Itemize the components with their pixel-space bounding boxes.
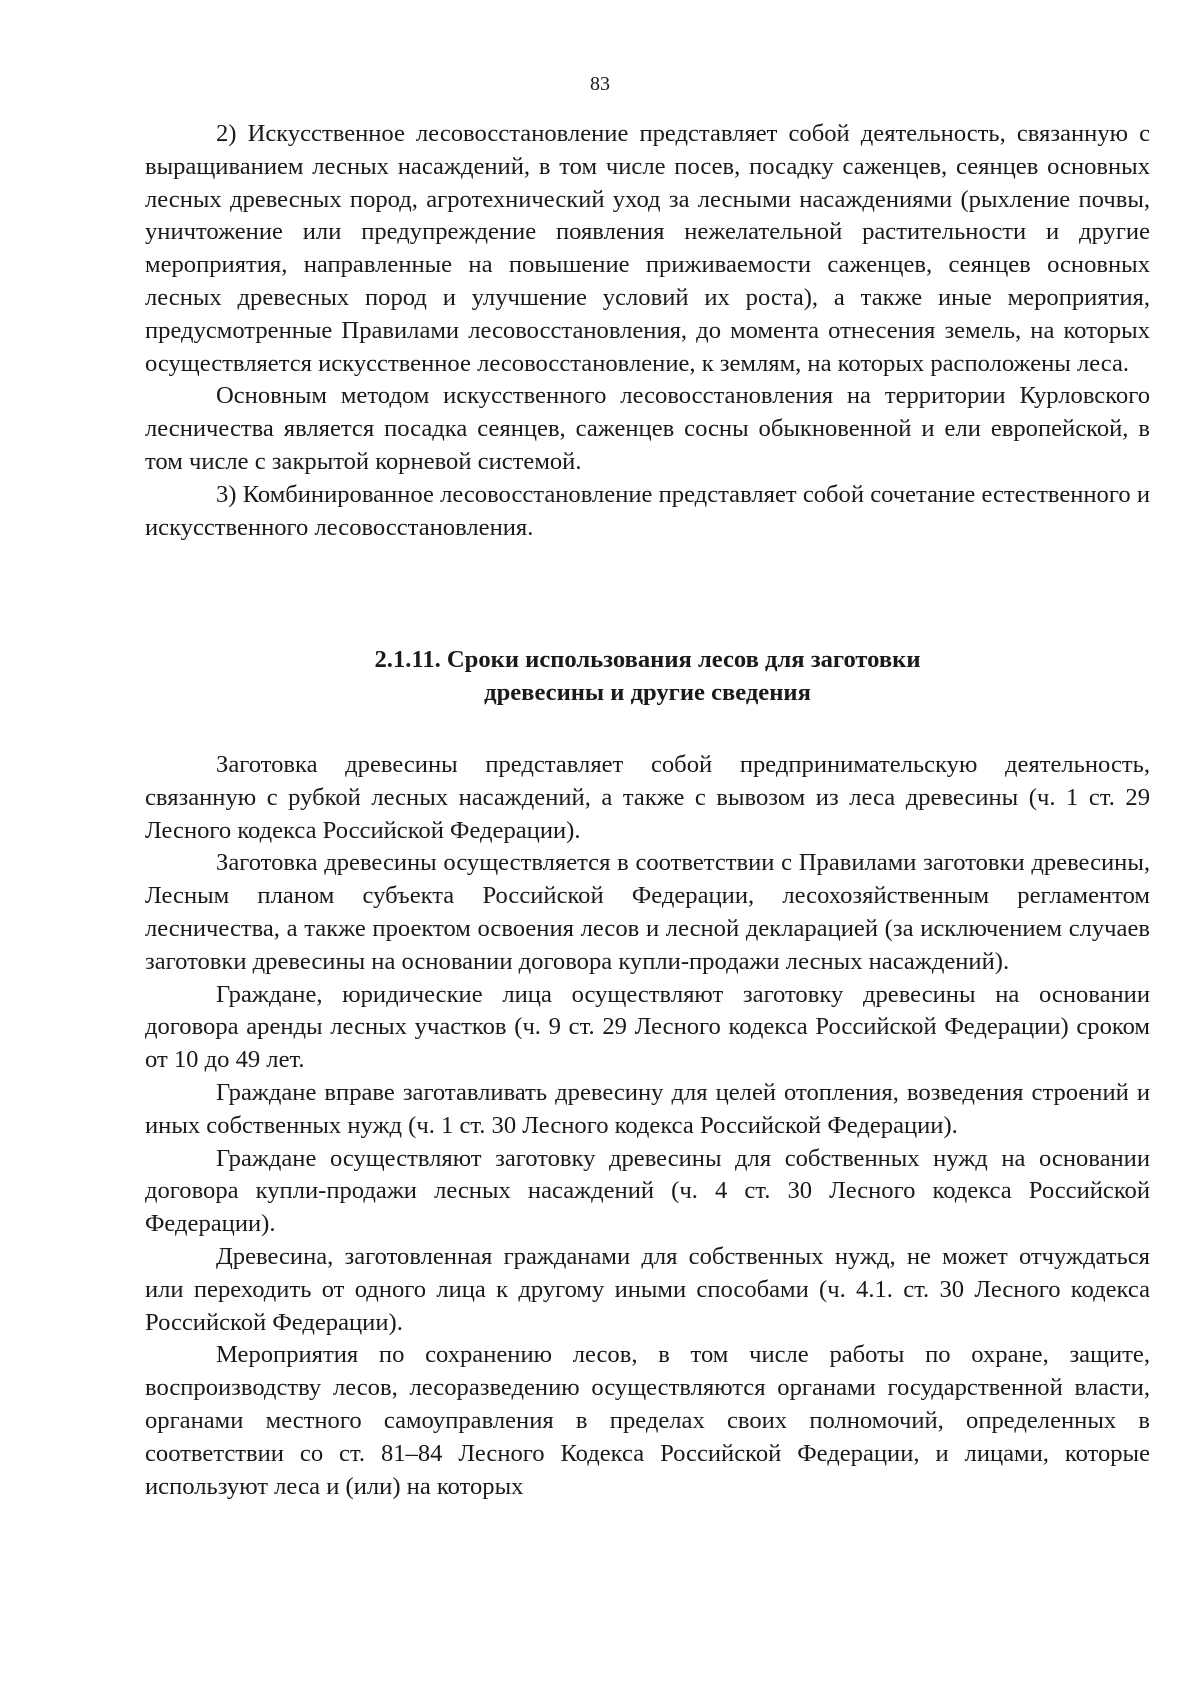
paragraph-lease-agreement: Граждане, юридические лица осуществляют заготовку древесины на основании договора аренды лесных участков (ч. 9 ст. 29 Лесного кодекса Российской Федерации) сроком от 10 до 49 лет.	[145, 980, 1150, 1074]
paragraph-own-needs: Граждане вправе заготавливать древесину для целей отопления, возведения строений и иных собственных нужд (ч. 1 ст. 30 Лесного кодекса Российской Федерации).	[145, 1078, 1150, 1139]
page-number: 83	[590, 73, 610, 95]
paragraph-harvesting-rules: Заготовка древесины осуществляется в соответствии с Правилами заготовки древесины, Лесным планом субъекта Российской Федерации, лесохозяйственным регламентом лесничества, а также проектом освоения лесов и лесной декларацией (за исключением случаев заготовки древесины на основании договора купли-продажи лесных насаждений).	[145, 849, 1150, 975]
paragraph-wood-harvesting-definition: Заготовка древесины представляет собой предпринимательскую деятельность, связанную с рубкой лесных насаждений, а также с вывозом из леса древесины (ч. 1 ст. 29 Лесного кодекса Российской Федерации).	[145, 751, 1150, 844]
section-heading-line-2: древесины и другие сведения	[484, 679, 811, 706]
paragraph-forest-conservation: Мероприятия по сохранению лесов, в том числе работы по охране, защите, воспроизводству лесов, лесоразведению осуществляются органами государственной власти, органами местного самоуправления в пределах своих полномочий, определенных в соответствии со ст. 81–84 Лесного Кодекса Российской Федерации, и лицами, которые используют леса и (или) на которых	[145, 1341, 1150, 1500]
top-text-block	[145, 118, 1150, 544]
paragraph-artificial-reforestation: 2) Искусственное лесовосстановление представляет собой деятельность, связанную с выращиванием лесных насаждений, в том числе посев, посадку саженцев, сеянцев основных лесных древесных пород, агротехнический уход за лесными насаждениями (рыхление почвы, уничтожение или предупреждение появления нежелательной растительности и другие мероприятия, направленные на повышение приживаемости саженцев, сеянцев основных лесных древесных пород и улучшение условий их роста), а также иные мероприятия, предусмотренные Правилами лесовосстановления, до момента отнесения земель, на которых осуществляется искусственное лесовосстановление, к землям, на которых расположены леса.	[145, 120, 1150, 377]
section-heading-line-1: 2.1.11. Сроки использования лесов для заготовки	[374, 646, 921, 673]
section-heading	[145, 643, 1150, 709]
paragraph-purchase-agreement: Граждане осуществляют заготовку древесины для собственных нужд на основании договора купли-продажи лесных насаждений (ч. 4 ст. 30 Лесного кодекса Российской Федерации).	[145, 1144, 1150, 1238]
bottom-text-block	[145, 749, 1150, 1503]
paragraph-combined-reforestation: 3) Комбинированное лесовосстановление представляет собой сочетание естественного и искусственного лесовосстановления.	[145, 480, 1150, 541]
paragraph-main-method: Основным методом искусственного лесовосстановления на территории Курловского лесничества является посадка сеянцев, саженцев сосны обыкновенной и ели европейской, в том числе с закрытой корневой системой.	[145, 382, 1150, 475]
paragraph-alienation-restriction: Древесина, заготовленная гражданами для собственных нужд, не может отчуждаться или переходить от одного лица к другому иными способами (ч. 4.1. ст. 30 Лесного кодекса Российской Федерации).	[145, 1242, 1150, 1336]
